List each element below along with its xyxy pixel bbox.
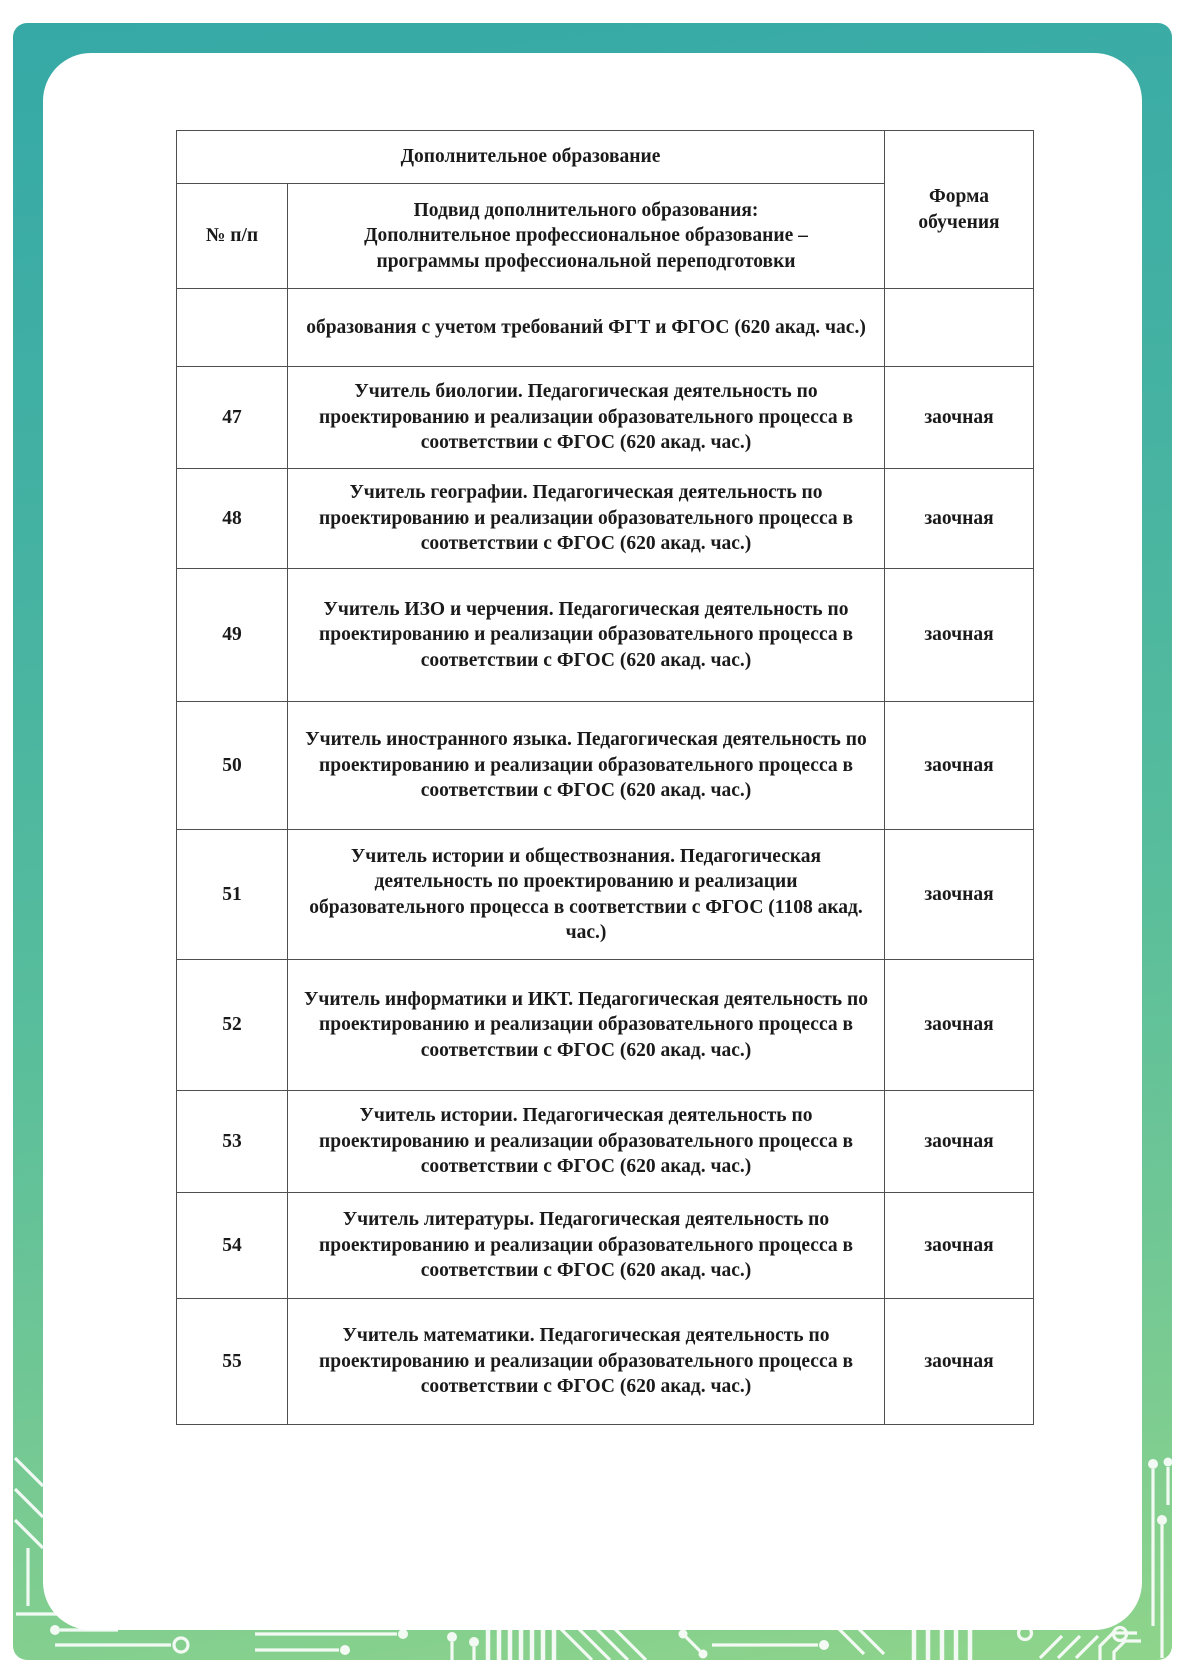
table-row — [177, 1299, 1034, 1425]
row-form-cell — [885, 289, 1034, 367]
row-number-cell: 48 — [177, 469, 288, 569]
row-number-cell: 55 — [177, 1299, 288, 1425]
row-form-cell: заочная — [885, 702, 1034, 830]
table-row — [177, 569, 1034, 702]
form-of-study-header-cell: Форма обучения — [885, 131, 1034, 289]
row-number-cell: 52 — [177, 960, 288, 1091]
row-description-cell: Учитель литературы. Педагогическая деятельность по проектированию и реализации образовательного процесса в соответствии с ФГОС (620 акад. час.) — [288, 1193, 885, 1299]
row-number-cell: 51 — [177, 830, 288, 960]
row-form-cell: заочная — [885, 469, 1034, 569]
table-section-row — [177, 131, 1034, 184]
row-description-cell: Учитель математики. Педагогическая деятельность по проектированию и реализации образовательного процесса в соответствии с ФГОС (620 акад. час.) — [288, 1299, 885, 1425]
row-number-cell: 54 — [177, 1193, 288, 1299]
subtype-header-cell — [288, 184, 885, 289]
row-number-cell: 49 — [177, 569, 288, 702]
row-form-cell: заочная — [885, 1299, 1034, 1425]
table-row — [177, 289, 1034, 367]
table-row — [177, 960, 1034, 1091]
subtype-line: программы профессиональной переподготовки — [376, 250, 796, 272]
row-form-cell: заочная — [885, 830, 1034, 960]
row-number-cell: 47 — [177, 367, 288, 469]
row-description-cell: Учитель биологии. Педагогическая деятельность по проектированию и реализации образовательного процесса в соответствии с ФГОС (620 акад. час.) — [288, 367, 885, 469]
section-title-cell: Дополнительное образование — [177, 131, 885, 184]
row-number-cell: 53 — [177, 1091, 288, 1193]
row-description-cell: образования с учетом требований ФГТ и ФГОС (620 акад. час.) — [288, 289, 885, 367]
row-description-cell: Учитель истории. Педагогическая деятельность по проектированию и реализации образовательного процесса в соответствии с ФГОС (620 акад. час.) — [288, 1091, 885, 1193]
table-row — [177, 367, 1034, 469]
table-row — [177, 702, 1034, 830]
row-form-cell: заочная — [885, 1193, 1034, 1299]
row-description-cell: Учитель ИЗО и черчения. Педагогическая деятельность по проектированию и реализации образовательного процесса в соответствии с ФГОС (620 акад. час.) — [288, 569, 885, 702]
subtype-line: Подвид дополнительного образования: — [413, 199, 759, 221]
table-row — [177, 1193, 1034, 1299]
row-form-cell: заочная — [885, 367, 1034, 469]
row-description-cell: Учитель истории и обществознания. Педагогическая деятельность по проектированию и реализации образовательного процесса в соответствии с ФГОС (1108 акад. час.) — [288, 830, 885, 960]
row-form-cell: заочная — [885, 960, 1034, 1091]
row-description-cell: Учитель информатики и ИКТ. Педагогическая деятельность по проектированию и реализации образовательного процесса в соответствии с ФГОС (620 акад. час.) — [288, 960, 885, 1091]
row-number-cell: 50 — [177, 702, 288, 830]
table-row — [177, 1091, 1034, 1193]
row-form-cell: заочная — [885, 1091, 1034, 1193]
number-header-cell: № п/п — [177, 184, 288, 289]
subtype-line: Дополнительное профессиональное образование – — [364, 225, 808, 247]
row-form-cell: заочная — [885, 569, 1034, 702]
row-number-cell — [177, 289, 288, 367]
additional-education-table — [176, 130, 1034, 1425]
table-row — [177, 469, 1034, 569]
row-description-cell: Учитель иностранного языка. Педагогическая деятельность по проектированию и реализации образовательного процесса в соответствии с ФГОС (620 акад. час.) — [288, 702, 885, 830]
table-row — [177, 830, 1034, 960]
row-description-cell: Учитель географии. Педагогическая деятельность по проектированию и реализации образовательного процесса в соответствии с ФГОС (620 акад. час.) — [288, 469, 885, 569]
